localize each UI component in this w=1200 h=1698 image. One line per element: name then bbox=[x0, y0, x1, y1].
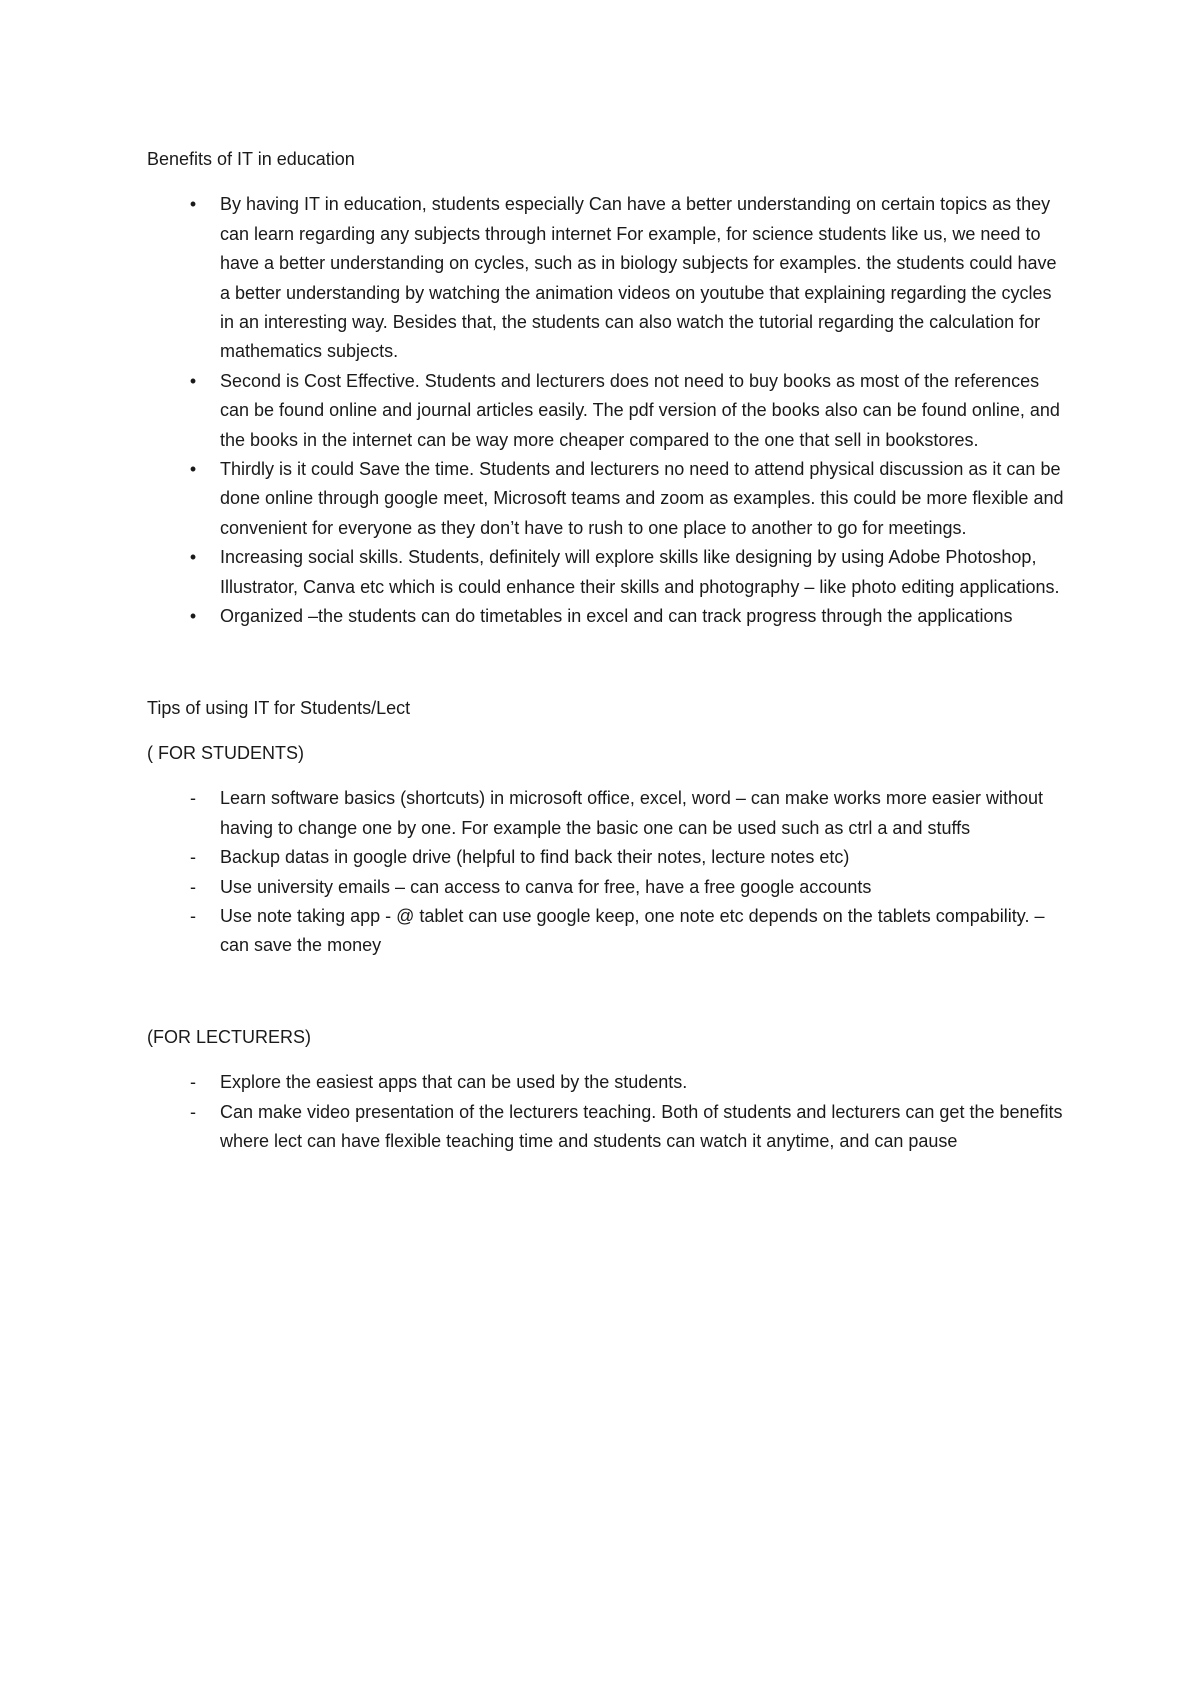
list-item bbox=[147, 367, 1067, 455]
list-item-text: Backup datas in google drive (helpful to find back their notes, lecture notes etc) bbox=[220, 847, 850, 868]
dash-marker: - bbox=[190, 905, 196, 926]
list-item-text: Thirdly is it could Save the time. Students and lecturers no need to attend physical discussion as it can be done online through google meet, Microsoft teams and zoom as examples. this could be more flexible and convenient for everyone as they don’t have to rush to one place to another to go for meetings. bbox=[220, 459, 1064, 538]
list-item bbox=[147, 902, 1067, 961]
tips-heading: Tips of using IT for Students/Lect bbox=[147, 697, 411, 718]
students-heading: ( FOR STUDENTS) bbox=[147, 742, 304, 763]
list-item-text: Can make video presentation of the lecturers teaching. Both of students and lecturers can get the benefits where lect can have flexible teaching time and students can watch it anytime, and can pause bbox=[220, 1101, 1063, 1151]
dash-marker: - bbox=[190, 876, 196, 897]
list-item bbox=[147, 843, 1067, 872]
list-item-text: Use university emails – can access to canva for free, have a free google accounts bbox=[220, 876, 872, 897]
dash-marker: - bbox=[190, 1101, 196, 1122]
list-item-text: Organized –the students can do timetables in excel and can track progress through the applications bbox=[220, 606, 1013, 627]
list-item bbox=[147, 1098, 1067, 1157]
list-item-text: Second is Cost Effective. Students and lecturers does not need to buy books as most of the references can be found online and journal articles easily. The pdf version of the books also can be found online, and the books in the internet can be way more cheaper compared to the one that sell in bookstores. bbox=[220, 370, 1060, 450]
bullet-marker: • bbox=[189, 606, 197, 627]
list-item bbox=[147, 873, 1067, 902]
list-item-text: Learn software basics (shortcuts) in microsoft office, excel, word – can make works more easier without having to change one by one. For example the basic one can be used such as ctrl a and stuffs bbox=[220, 788, 1043, 838]
list-item-text: Increasing social skills. Students, definitely will explore skills like designing by using Adobe Photoshop, Illustrator, Canva etc which is could enhance their skills and photography – like photo editing applications. bbox=[220, 547, 1060, 597]
benefits-list bbox=[147, 190, 1067, 631]
list-item bbox=[147, 543, 1067, 602]
list-item bbox=[147, 784, 1067, 843]
bullet-marker: • bbox=[189, 459, 197, 480]
list-item-text: Explore the easiest apps that can be used by the students. bbox=[220, 1072, 688, 1093]
list-item-text: By having IT in education, students especially Can have a better understanding on certain topics as they can learn regarding any subjects through internet For example, for science students like us, we need to have a better understanding on cycles, such as in biology subjects for examples. the students could have a better understanding by watching the animation videos on youtube that explaining regarding the cycles in an interesting way. Besides that, the students can also watch the tutorial regarding the calculation for mathematics subjects. bbox=[220, 194, 1057, 362]
list-item bbox=[147, 602, 1067, 631]
lecturers-heading: (FOR LECTURERS) bbox=[147, 1026, 312, 1047]
list-item bbox=[147, 1068, 1067, 1097]
bullet-marker: • bbox=[189, 370, 197, 391]
document-content bbox=[147, 145, 1067, 1156]
list-item bbox=[147, 190, 1067, 366]
dash-marker: - bbox=[190, 788, 196, 809]
bullet-marker: • bbox=[189, 547, 197, 568]
dash-marker: - bbox=[190, 847, 196, 868]
dash-marker: - bbox=[190, 1072, 196, 1093]
benefits-heading: Benefits of IT in education bbox=[147, 149, 355, 169]
students-tips-list bbox=[147, 784, 1067, 960]
bullet-marker: • bbox=[189, 194, 197, 215]
lecturers-tips-list bbox=[147, 1068, 1067, 1156]
list-item-text: Use note taking app - @ tablet can use google keep, one note etc depends on the tablets compability. – can save the money bbox=[220, 905, 1045, 956]
list-item bbox=[147, 455, 1067, 543]
